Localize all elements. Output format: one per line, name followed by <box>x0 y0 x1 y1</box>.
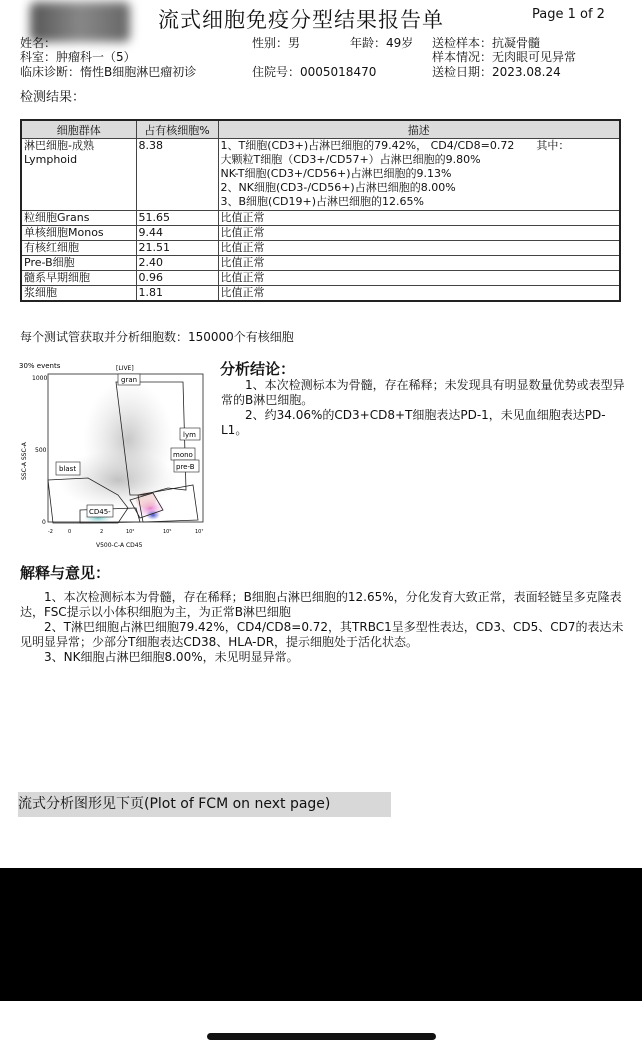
cell-population: Pre-B细胞 <box>21 256 136 271</box>
desc-line: 1、T细胞(CD3+)占淋巴细胞的79.42%， CD4/CD8=0.72 其中： <box>220 139 570 152</box>
cell-percent: 9.44 <box>136 226 218 241</box>
cell-population: 浆细胞 <box>21 286 136 302</box>
age: 年龄：49岁 <box>350 36 414 50</box>
cell-description <box>218 139 620 211</box>
department: 科室：肿瘤科一（5） <box>20 50 136 64</box>
gate-label-live: [LIVE] <box>116 365 134 372</box>
sample-status: 样本情况：无肉眼可见异常 <box>432 50 577 64</box>
gate-label-cd45: CD45- <box>89 508 111 516</box>
interpretation-paragraph: 1、本次检测标本为骨髓，存在稀释；B细胞占淋巴细胞的12.65%，分化发育大致正常，表面轻链呈多克隆表达，FSC提示以小体积细胞为主，为正常B淋巴细胞 <box>20 590 622 619</box>
conclusion-body <box>221 378 626 438</box>
table-row <box>21 139 620 211</box>
gate-label-gran: gran <box>121 376 138 384</box>
next-page-note: 流式分析图形见下页(Plot of FCM on next page) <box>18 792 391 817</box>
cell-description: 比值正常 <box>218 211 620 226</box>
table-row <box>21 241 620 256</box>
table-row <box>21 256 620 271</box>
conclusion-title: 分析结论： <box>220 360 296 378</box>
desc-line: 大颗粒T细胞（CD3+/CD57+）占淋巴细胞的9.80% <box>220 153 481 166</box>
table-header-row <box>21 120 620 139</box>
interpretation-title: 解释与意见： <box>20 564 111 582</box>
desc-line: NK-T细胞(CD3+/CD56+)占淋巴细胞的9.13% <box>220 167 452 180</box>
flow-cytometry-plot <box>18 360 208 550</box>
cell-percent: 1.81 <box>136 286 218 302</box>
x-tick-label: 0 <box>68 529 72 535</box>
page-number: Page 1 of 2 <box>532 7 605 22</box>
cell-description: 比值正常 <box>218 241 620 256</box>
desc-line: 3、B细胞(CD19+)占淋巴细胞的12.65% <box>220 195 424 208</box>
col-header-description: 描述 <box>218 120 620 139</box>
cell-population: 单核细胞Monos <box>21 226 136 241</box>
x-tick-label: 2 <box>100 529 104 535</box>
report-title: 流式细胞免疫分型结果报告单 <box>158 8 444 32</box>
cell-description: 比值正常 <box>218 286 620 302</box>
plot-x-axis-label: V500-C-A CD45 <box>96 542 143 549</box>
y-tick-label: 0 <box>42 519 46 526</box>
interpretation-paragraph: 2、T淋巴细胞占淋巴细胞79.42%，CD4/CD8=0.72，其TRBC1呈多型性表达，CD3、CD5、CD7的表达未见明显异常；少部分T细胞表达CD38、HLA-DR，提示细胞处于活化状态。 <box>20 620 624 649</box>
x-tick-label: 10⁵ <box>163 529 172 535</box>
y-tick-label: 500 <box>35 447 47 454</box>
gate-label-blast: blast <box>59 465 77 473</box>
x-tick-label: -2 <box>48 529 53 535</box>
col-header-population: 细胞群体 <box>21 120 136 139</box>
patient-name: 姓名： <box>20 36 57 50</box>
table-row <box>21 286 620 302</box>
clinical-diagnosis: 临床诊断：惰性B细胞淋巴瘤初诊 <box>20 65 197 79</box>
sample-type: 送检样本：抗凝骨髓 <box>432 36 541 50</box>
table-row <box>21 211 620 226</box>
cell-population: 髓系早期细胞 <box>21 271 136 286</box>
interpretation-body <box>20 590 626 665</box>
gate-label-preb: pre-B <box>176 463 195 471</box>
cell-percent: 0.96 <box>136 271 218 286</box>
gender: 性别：男 <box>252 36 301 50</box>
cell-percent: 21.51 <box>136 241 218 256</box>
cell-percent: 2.40 <box>136 256 218 271</box>
black-overlay <box>0 868 642 1001</box>
x-tick-label: 10⁷ <box>195 529 204 535</box>
plot-events-label: 30% events <box>19 362 61 370</box>
gate-label-lym: lym <box>183 431 196 439</box>
cell-population: 有核红细胞 <box>21 241 136 256</box>
x-tick-label: 10² <box>126 529 135 535</box>
submission-date: 送检日期：2023.08.24 <box>432 65 561 79</box>
cell-description: 比值正常 <box>218 256 620 271</box>
table-row <box>21 226 620 241</box>
results-table <box>20 119 621 302</box>
cell-description: 比值正常 <box>218 226 620 241</box>
col-header-percent: 占有核细胞% <box>136 120 218 139</box>
cell-percent: 8.38 <box>136 139 218 211</box>
cell-population: 淋巴细胞-成熟Lymphoid <box>21 139 136 211</box>
inpatient-number: 住院号：0005018470 <box>252 65 377 79</box>
cell-percent: 51.65 <box>136 211 218 226</box>
gate-label-mono: mono <box>173 451 193 459</box>
y-tick-label: 1000 <box>32 375 48 382</box>
table-row <box>21 271 620 286</box>
home-indicator[interactable] <box>207 1033 436 1040</box>
conclusion-paragraph: 2、约34.06%的CD3+CD8+T细胞表达PD-1，未见血细胞表达PD-L1。 <box>221 408 606 437</box>
plot-y-axis-label: SSC-A SSC-A <box>21 442 28 480</box>
cell-population: 粒细胞Grans <box>21 211 136 226</box>
cell-description: 比值正常 <box>218 271 620 286</box>
desc-line: 2、NK细胞(CD3-/CD56+)占淋巴细胞的8.00% <box>220 181 456 194</box>
conclusion-paragraph: 1、本次检测标本为骨髓，存在稀释；未发现具有明显数量优势或表型异常的B淋巴细胞。 <box>221 378 625 407</box>
section-label: 检测结果： <box>20 90 86 105</box>
cells-per-tube: 每个测试管获取并分析细胞数：150000个有核细胞 <box>20 330 294 344</box>
cell-cloud <box>58 450 178 510</box>
interpretation-paragraph: 3、NK细胞占淋巴细胞8.00%，未见明显异常。 <box>44 650 299 664</box>
